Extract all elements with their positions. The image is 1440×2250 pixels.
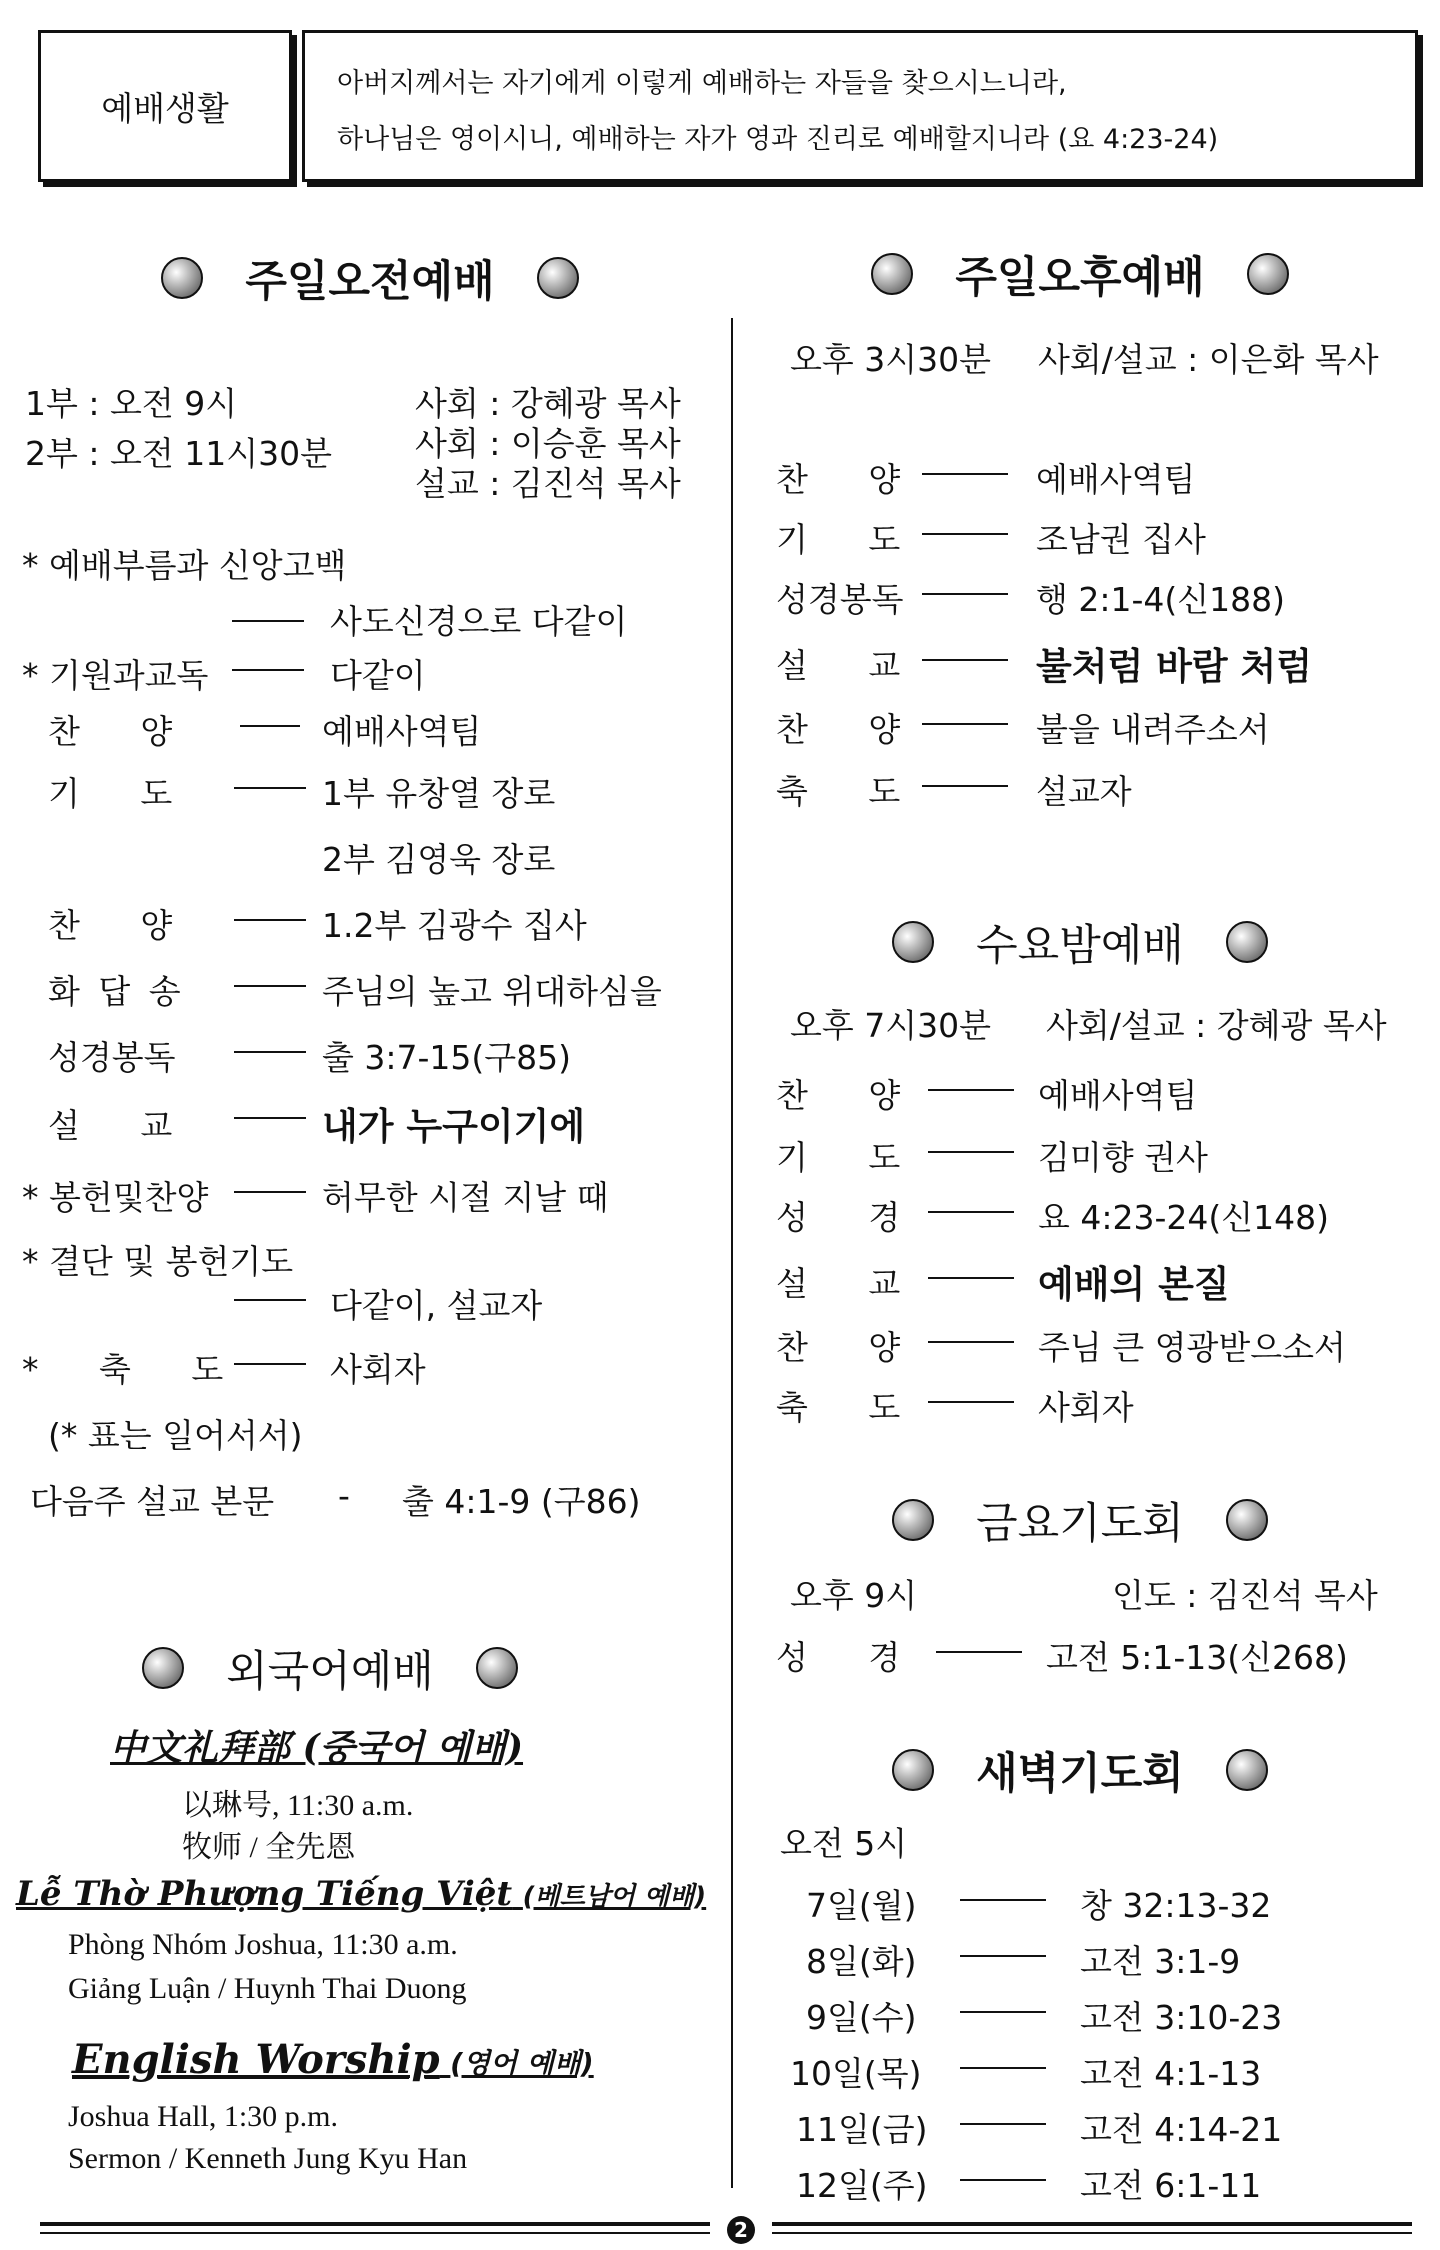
- order-dash: [928, 1089, 1014, 1091]
- order-label: * 봉헌및찬양: [22, 1178, 209, 1217]
- order-dash: [922, 659, 1008, 661]
- order-label: 찬 양: [776, 1328, 901, 1367]
- order-value: 예배사역팀: [1036, 460, 1196, 499]
- order-label: 축 도: [776, 1388, 901, 1427]
- order-value: 주님의 높고 위대하심을: [322, 972, 662, 1011]
- sermon-title: 불처럼 바람 처럼: [1036, 645, 1312, 688]
- order-dash: [960, 1899, 1046, 1901]
- section-title-foreign: [110, 1638, 550, 1698]
- order-label: 성 경: [776, 1198, 901, 1237]
- next-week-scripture: 출 4:1-9 (구86): [402, 1482, 641, 1521]
- service-preacher: 설교 : 김진석 목사: [415, 464, 681, 503]
- section-title-text: 주일오후예배: [955, 252, 1205, 303]
- friday-leader: 인도 : 김진석 목사: [1112, 1576, 1378, 1615]
- header-verse-box: [302, 30, 1418, 182]
- order-dash: [960, 2123, 1046, 2125]
- order-value: 사도신경으로 다같이: [330, 602, 628, 641]
- order-label: 성경봉독: [776, 580, 904, 619]
- english-worship-title: [72, 2036, 594, 2083]
- order-dash: [922, 533, 1008, 535]
- order-label: 성경봉독: [48, 1038, 176, 1077]
- vietnamese-worship-line-2: Giảng Luận / Huynh Thai Duong: [68, 1972, 467, 2005]
- section-title-dawn: [860, 1740, 1300, 1800]
- order-value: 1부 유창열 장로: [322, 774, 556, 813]
- english-worship-line-1: Joshua Hall, 1:30 p.m.: [68, 2100, 338, 2133]
- friday-scripture: 고전 5:1-13(신268): [1046, 1638, 1348, 1677]
- order-dash: [960, 2067, 1046, 2069]
- afternoon-leader: 사회/설교 : 이은화 목사: [1038, 340, 1379, 379]
- order-value: 출 3:7-15(구85): [322, 1038, 571, 1077]
- order-value: 행 2:1-4(신188): [1036, 580, 1285, 619]
- order-label: 성 경: [776, 1638, 901, 1677]
- order-dash: [928, 1341, 1014, 1343]
- dawn-day: 10일(목): [790, 2054, 922, 2093]
- order-dash: [234, 1117, 306, 1119]
- order-label: * 축 도: [22, 1350, 224, 1389]
- dawn-scripture: 고전 3:1-9: [1080, 1942, 1241, 1981]
- bullet-ball-icon: [142, 1647, 184, 1689]
- order-dash: [960, 2011, 1046, 2013]
- order-label: 축 도: [776, 772, 901, 811]
- order-label: 찬 양: [776, 710, 901, 749]
- english-title-korean: (영어 예배): [450, 2047, 594, 2080]
- dawn-day: 9일(수): [806, 1998, 917, 2037]
- order-label: 설 교: [48, 1106, 173, 1145]
- order-value: 사회자: [330, 1350, 426, 1389]
- vietnamese-title-korean: (베트남어 예배): [522, 1882, 707, 1912]
- dawn-scripture: 고전 4:1-13: [1080, 2054, 1262, 2093]
- bullet-ball-icon: [1226, 921, 1268, 963]
- order-value: 설교자: [1036, 772, 1132, 811]
- sermon-title: 예배의 본질: [1038, 1263, 1230, 1306]
- dawn-scripture: 창 32:13-32: [1080, 1886, 1272, 1925]
- service-1-time: 1부 : 오전 9시: [25, 384, 238, 423]
- order-dash: [234, 787, 306, 789]
- order-dash: [922, 593, 1008, 595]
- dawn-time: 오전 5시: [780, 1824, 908, 1863]
- order-value: 김미향 권사: [1038, 1138, 1208, 1177]
- order-value: 1.2부 김광수 집사: [322, 906, 587, 945]
- section-title-sunday-afternoon: [860, 244, 1300, 304]
- header-label: 예배생활: [101, 88, 229, 128]
- order-label: 기 도: [776, 1138, 901, 1177]
- order-label: 찬 양: [776, 460, 901, 499]
- dawn-day: 7일(월): [806, 1886, 917, 1925]
- bullet-ball-icon: [537, 257, 579, 299]
- order-dash: [928, 1401, 1014, 1403]
- bullet-ball-icon: [871, 253, 913, 295]
- order-dash: [240, 725, 300, 727]
- section-title-text: 새벽기도회: [976, 1748, 1184, 1799]
- header-verse-line-1: 아버지께서는 자기에게 이렇게 예배하는 자들을 찾으시느니라,: [337, 68, 1067, 99]
- order-dash: [928, 1151, 1014, 1153]
- order-label: * 기원과교독: [22, 656, 209, 695]
- next-week-separator: -: [338, 1476, 350, 1515]
- order-label: 찬 양: [776, 1076, 901, 1115]
- next-week-label: 다음주 설교 본문: [30, 1482, 275, 1521]
- order-label: 찬 양: [48, 906, 173, 945]
- order-value: 주님 큰 영광받으소서: [1038, 1328, 1346, 1367]
- header-label-box: [38, 30, 292, 182]
- order-dash: [234, 1191, 306, 1193]
- order-label: 찬 양: [48, 712, 173, 751]
- sermon-title: 내가 누구이기에: [322, 1105, 586, 1148]
- order-label: 기 도: [776, 520, 901, 559]
- wednesday-time: 오후 7시30분: [790, 1006, 991, 1045]
- section-title-text: 수요밤예배: [976, 920, 1184, 971]
- header-verse-line-2: 하나님은 영이시니, 예배하는 자가 영과 진리로 예배할지니라 (요 4:23-24): [337, 124, 1219, 155]
- bullet-ball-icon: [1247, 253, 1289, 295]
- order-value: 다같이: [330, 656, 426, 695]
- order-dash: [960, 2179, 1046, 2181]
- dawn-day: 12일(주): [796, 2166, 928, 2205]
- order-dash: [960, 1955, 1046, 1957]
- bullet-ball-icon: [892, 1499, 934, 1541]
- wednesday-leader: 사회/설교 : 강혜광 목사: [1046, 1006, 1387, 1045]
- order-value: 조남권 집사: [1036, 520, 1206, 559]
- english-title-text: English Worship: [72, 2036, 440, 2083]
- order-label: 설 교: [776, 1264, 901, 1303]
- column-divider: [731, 318, 733, 2188]
- chinese-worship-line-1: 以琳号, 11:30 a.m.: [182, 1789, 414, 1822]
- order-label: 설 교: [776, 646, 901, 685]
- dawn-scripture: 고전 4:14-21: [1080, 2110, 1283, 2149]
- order-value: 예배사역팀: [1038, 1076, 1198, 1115]
- order-value: 예배사역팀: [322, 712, 482, 751]
- order-dash: [234, 1051, 306, 1053]
- bullet-ball-icon: [476, 1647, 518, 1689]
- section-title-friday: [860, 1490, 1300, 1550]
- dawn-day: 8일(화): [806, 1942, 917, 1981]
- section-title-wednesday: [860, 912, 1300, 972]
- vietnamese-worship-title: [16, 1874, 706, 1914]
- vietnamese-worship-line-1: Phòng Nhóm Joshua, 11:30 a.m.: [68, 1928, 458, 1961]
- chinese-worship-line-2: 牧师 / 全先恩: [182, 1831, 356, 1864]
- order-dash: [922, 723, 1008, 725]
- order-dash: [234, 1363, 306, 1365]
- section-title-text: 외국어예배: [226, 1646, 434, 1697]
- order-label: * 결단 및 봉헌기도: [22, 1242, 294, 1281]
- order-dash: [928, 1211, 1014, 1213]
- order-value: 2부 김영욱 장로: [322, 840, 556, 879]
- afternoon-time: 오후 3시30분: [790, 340, 991, 379]
- order-dash: [232, 669, 304, 671]
- section-title-text: 금요기도회: [976, 1498, 1184, 1549]
- service-1-leader: 사회 : 강혜광 목사: [415, 384, 681, 423]
- order-value: 요 4:23-24(신148): [1038, 1198, 1329, 1237]
- order-dash: [234, 985, 306, 987]
- page-number: 2: [727, 2216, 755, 2244]
- chinese-worship-title: 中文礼拜部 (중국어 예배): [110, 1727, 524, 1769]
- section-title-text: 주일오전예배: [245, 256, 495, 307]
- bullet-ball-icon: [1226, 1499, 1268, 1541]
- footer-rule-left: [40, 2222, 710, 2234]
- order-dash: [234, 919, 306, 921]
- bullet-ball-icon: [892, 921, 934, 963]
- friday-time: 오후 9시: [790, 1576, 918, 1615]
- order-dash: [928, 1277, 1014, 1279]
- bullet-ball-icon: [892, 1749, 934, 1791]
- order-value: 다같이, 설교자: [330, 1286, 543, 1325]
- order-dash: [922, 785, 1008, 787]
- order-value: 사회자: [1038, 1388, 1134, 1427]
- bullet-ball-icon: [1226, 1749, 1268, 1791]
- service-2-time: 2부 : 오전 11시30분: [25, 434, 332, 473]
- english-worship-line-2: Sermon / Kenneth Jung Kyu Han: [68, 2142, 468, 2175]
- order-dash: [234, 1299, 306, 1301]
- standing-note: (* 표는 일어서서): [48, 1416, 303, 1455]
- order-dash: [922, 473, 1008, 475]
- service-2-leader: 사회 : 이승훈 목사: [415, 424, 681, 463]
- order-value: 허무한 시절 지날 때: [322, 1178, 609, 1217]
- order-label: 화 답 송: [48, 972, 181, 1011]
- order-value: 불을 내려주소서: [1036, 710, 1270, 749]
- order-label: 기 도: [48, 774, 173, 813]
- section-title-sunday-morning: [150, 248, 590, 308]
- bullet-ball-icon: [161, 257, 203, 299]
- order-dash: [232, 620, 304, 622]
- dawn-day: 11일(금): [796, 2110, 928, 2149]
- footer-rule-right: [772, 2222, 1412, 2234]
- order-label: * 예배부름과 신앙고백: [22, 546, 347, 585]
- dawn-scripture: 고전 6:1-11: [1080, 2166, 1262, 2205]
- vietnamese-title-text: Lễ Thờ Phượng Tiếng Việt: [16, 1874, 513, 1914]
- dawn-scripture: 고전 3:10-23: [1080, 1998, 1283, 2037]
- order-dash: [936, 1651, 1022, 1653]
